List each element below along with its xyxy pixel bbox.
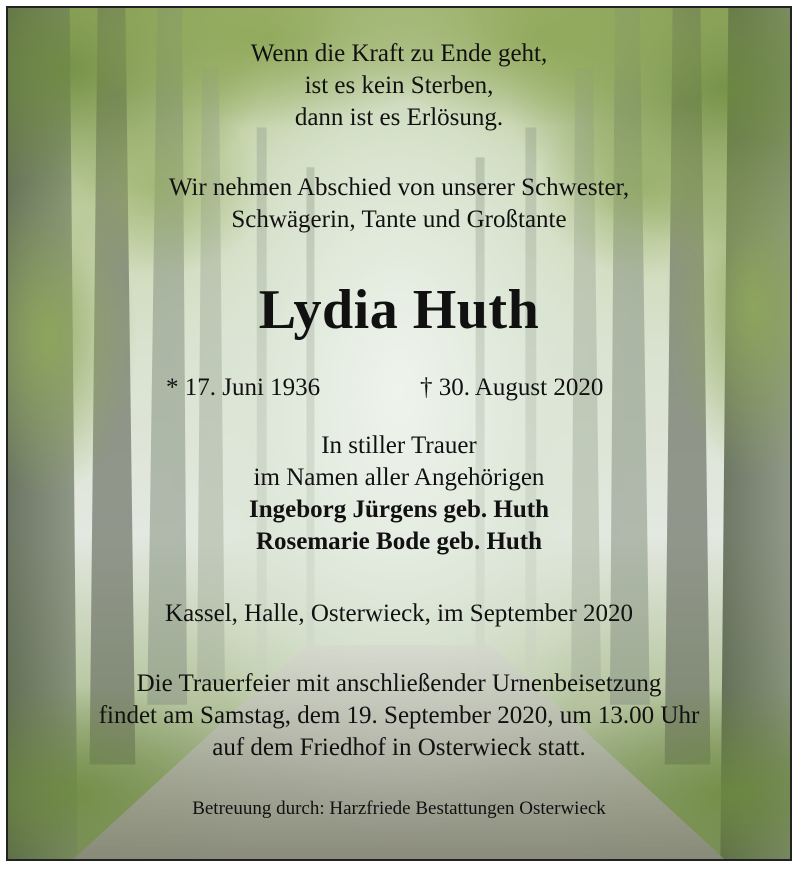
obituary-notice [6, 6, 792, 861]
poem-line: ist es kein Sterben, [304, 72, 494, 99]
place-date: Kassel, Halle, Osterwieck, im September 2020 [165, 600, 633, 627]
poem-line: dann ist es Erlösung. [294, 104, 504, 131]
poem-line: Wenn die Kraft zu Ende geht, [250, 40, 548, 67]
far-trunk [306, 167, 314, 665]
ceremony-line: auf dem Friedhof in Osterwieck statt. [212, 734, 586, 761]
birth-date: * 17. Juni 1936 [166, 374, 321, 401]
mourner-name: Rosemarie Bode geb. Huth [255, 528, 543, 555]
undertaker-credit: Betreuung durch: Harzfriede Bestattungen Osterwieck [192, 798, 606, 819]
far-trunk [476, 157, 485, 675]
ceremony-line: findet am Samstag, dem 19. September 2020, um 13.00 Uhr [98, 702, 700, 729]
ceremony-line: Die Trauerfeier mit anschließender Urnenbeisetzung [136, 670, 662, 697]
farewell-line: Schwägerin, Tante und Großtante [231, 206, 567, 233]
mourner-name: Ingeborg Jürgens geb. Huth [248, 496, 550, 523]
farewell-line: Wir nehmen Abschied von unserer Schwester, [168, 174, 630, 201]
deceased-name: Lydia Huth [258, 279, 540, 341]
death-date: † 30. August 2020 [420, 374, 604, 401]
mourning-line: im Namen aller Angehörigen [253, 464, 545, 491]
mourning-line: In stiller Trauer [321, 432, 477, 459]
